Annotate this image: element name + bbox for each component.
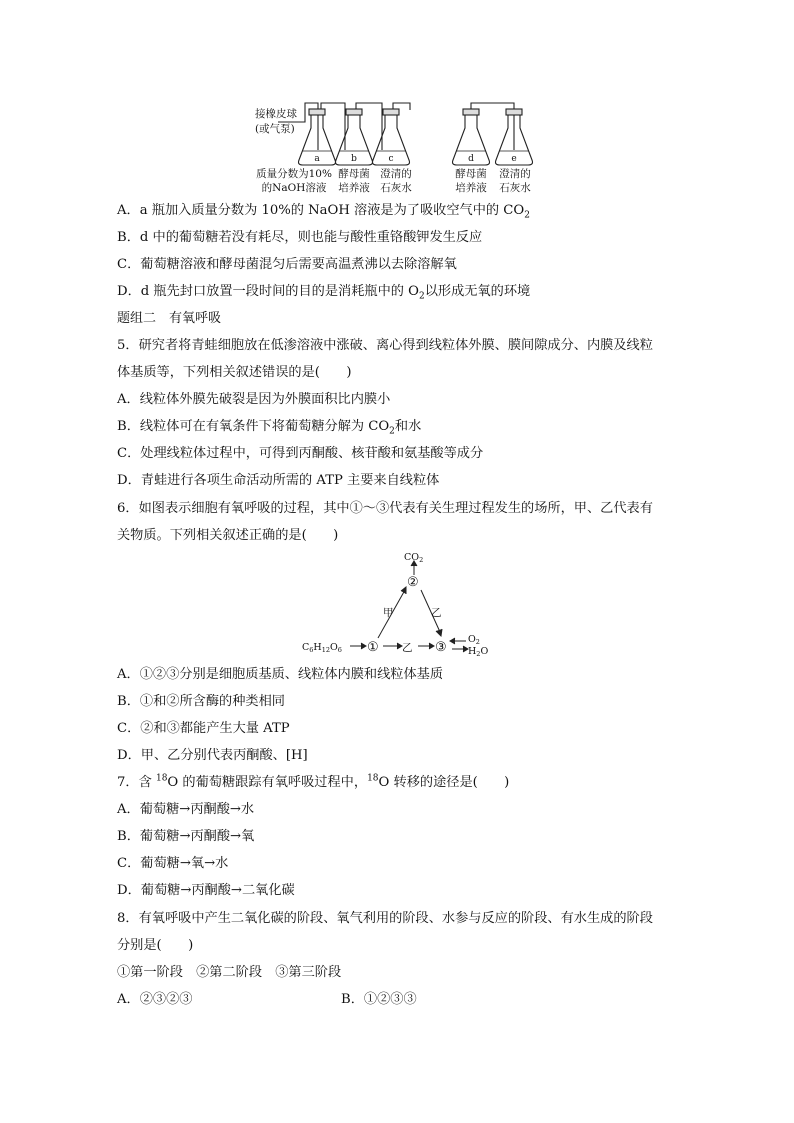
q6-stem-1: 6．如图表示细胞有氧呼吸的过程，其中①～③代表有关生理过程发生的场所，甲、乙代表有 <box>117 501 653 516</box>
q5-stem-2: 体基质等，下列相关叙述错误的是( ) <box>117 365 352 380</box>
respiration-diagram <box>0 550 794 670</box>
q7-stem-sup2: 18 <box>367 773 379 784</box>
glucose-label: $C_6H_{12}O_6$ <box>302 642 342 654</box>
q8-stages: ①第一阶段 ②第二阶段 ③第三阶段 <box>117 965 342 980</box>
caption-e-2: 石灰水 <box>499 182 531 194</box>
caption-c-2: 石灰水 <box>380 182 412 194</box>
q6-option-c: C．②和③都能产生大量 ATP <box>117 721 290 736</box>
caption-a-2: 的NaOH溶液 <box>261 182 327 194</box>
q5-option-b-post: 和水 <box>394 419 422 434</box>
q7-stem-post: O 转移的途径是( ) <box>378 775 510 790</box>
o2-label: $O_2$ <box>468 634 480 646</box>
q5-option-b-sub: 2 <box>389 426 395 437</box>
q4-option-b: B．d 中的葡萄糖若没有耗尽，则也能与酸性重铬酸钾发生反应 <box>117 230 483 245</box>
q4-option-a <box>117 201 530 221</box>
co2-label: $CO_2$ <box>404 552 424 564</box>
caption-b-2: 培养液 <box>338 182 370 194</box>
node-1: ① <box>367 640 379 655</box>
caption-a-1: 质量分数为10% <box>256 168 332 180</box>
node-2: ② <box>407 575 419 590</box>
q4-option-d-text: D．d 瓶先封口放置一段时间的目的是消耗瓶中的 O <box>117 284 419 299</box>
inlet-label-1: 接橡皮球 <box>255 108 297 120</box>
h2o-label: $H_2O$ <box>468 646 489 658</box>
q6-option-a: A．①②③分别是细胞质基质、线粒体内膜和线粒体基质 <box>117 667 444 682</box>
caption-c-1: 澄清的 <box>380 168 412 180</box>
q5-option-b-text: B．线粒体可在有氧条件下将葡萄糖分解为 CO <box>117 419 390 434</box>
q7-option-d: D．葡萄糖→丙酮酸→二氧化碳 <box>117 883 295 898</box>
caption-d-1: 酵母菌 <box>455 168 487 180</box>
q7-stem-mid: O 的葡萄糖跟踪有氧呼吸过程中， <box>167 775 368 790</box>
label-jia: 甲 <box>383 607 394 619</box>
q4-option-a-sub: 2 <box>524 210 530 221</box>
q7-option-c: C．葡萄糖→氧→水 <box>117 856 229 871</box>
q7-option-b: B．葡萄糖→丙酮酸→氧 <box>117 829 255 844</box>
q7-stem-sup1: 18 <box>155 773 168 784</box>
q8-stem-2: 分别是( ) <box>117 938 194 953</box>
flask-letter-b: b <box>351 154 357 164</box>
q4-option-d <box>117 282 530 302</box>
q4-option-d-post: 以形成无氧的环境 <box>424 284 531 299</box>
caption-b-1: 酵母菌 <box>338 168 370 180</box>
q6-stem-2: 关物质。下列相关叙述正确的是( ) <box>117 528 339 543</box>
flask-letter-a: a <box>314 154 320 164</box>
q7-stem-pre: 7．含 <box>117 775 156 790</box>
flask-letter-e: e <box>511 154 517 164</box>
q8-option-b: B．①②③③ <box>341 992 417 1007</box>
caption-e-1: 澄清的 <box>499 168 531 180</box>
q4-option-a-text: A．a 瓶加入质量分数为 10%的 NaOH 溶液是为了吸收空气中的 CO <box>117 203 525 218</box>
q5-option-a: A．线粒体外膜先破裂是因为外膜面积比内膜小 <box>117 392 391 407</box>
q6-option-d: D．甲、乙分别代表丙酮酸、[H] <box>117 748 308 763</box>
q8-stem-1: 8．有氧呼吸中产生二氧化碳的阶段、氧气利用的阶段、水参与反应的阶段、有水生成的阶段 <box>117 911 653 926</box>
flask-letter-c: c <box>388 154 394 164</box>
q6-option-b: B．①和②所含酶的种类相同 <box>117 694 285 709</box>
q7-stem <box>117 773 509 793</box>
label-yi-bottom: 乙 <box>402 642 413 654</box>
flask-letter-d: d <box>468 154 474 164</box>
inlet-label-2: (或气泵) <box>255 123 295 135</box>
q7-option-a: A．葡萄糖→丙酮酸→水 <box>117 802 255 817</box>
q5-stem-1: 5．研究者将青蛙细胞放在低渗溶液中涨破、离心得到线粒体外膜、膜间隙成分、内膜及线粒 <box>117 338 653 353</box>
q5-option-b <box>117 417 421 437</box>
q5-option-d: D．青蛙进行各项生命活动所需的 ATP 主要来自线粒体 <box>117 473 440 488</box>
label-yi-top: 乙 <box>431 607 442 619</box>
section-heading: 题组二 有氧呼吸 <box>117 311 222 326</box>
q5-option-c: C．处理线粒体过程中，可得到丙酮酸、核苷酸和氨基酸等成分 <box>117 446 484 461</box>
node-3: ③ <box>435 640 447 655</box>
caption-d-2: 培养液 <box>455 182 487 194</box>
q4-option-c: C．葡萄糖溶液和酵母菌混匀后需要高温煮沸以去除溶解氧 <box>117 257 457 272</box>
q4-option-d-sub: 2 <box>418 291 425 302</box>
q8-option-a: A．②③②③ <box>117 992 193 1007</box>
